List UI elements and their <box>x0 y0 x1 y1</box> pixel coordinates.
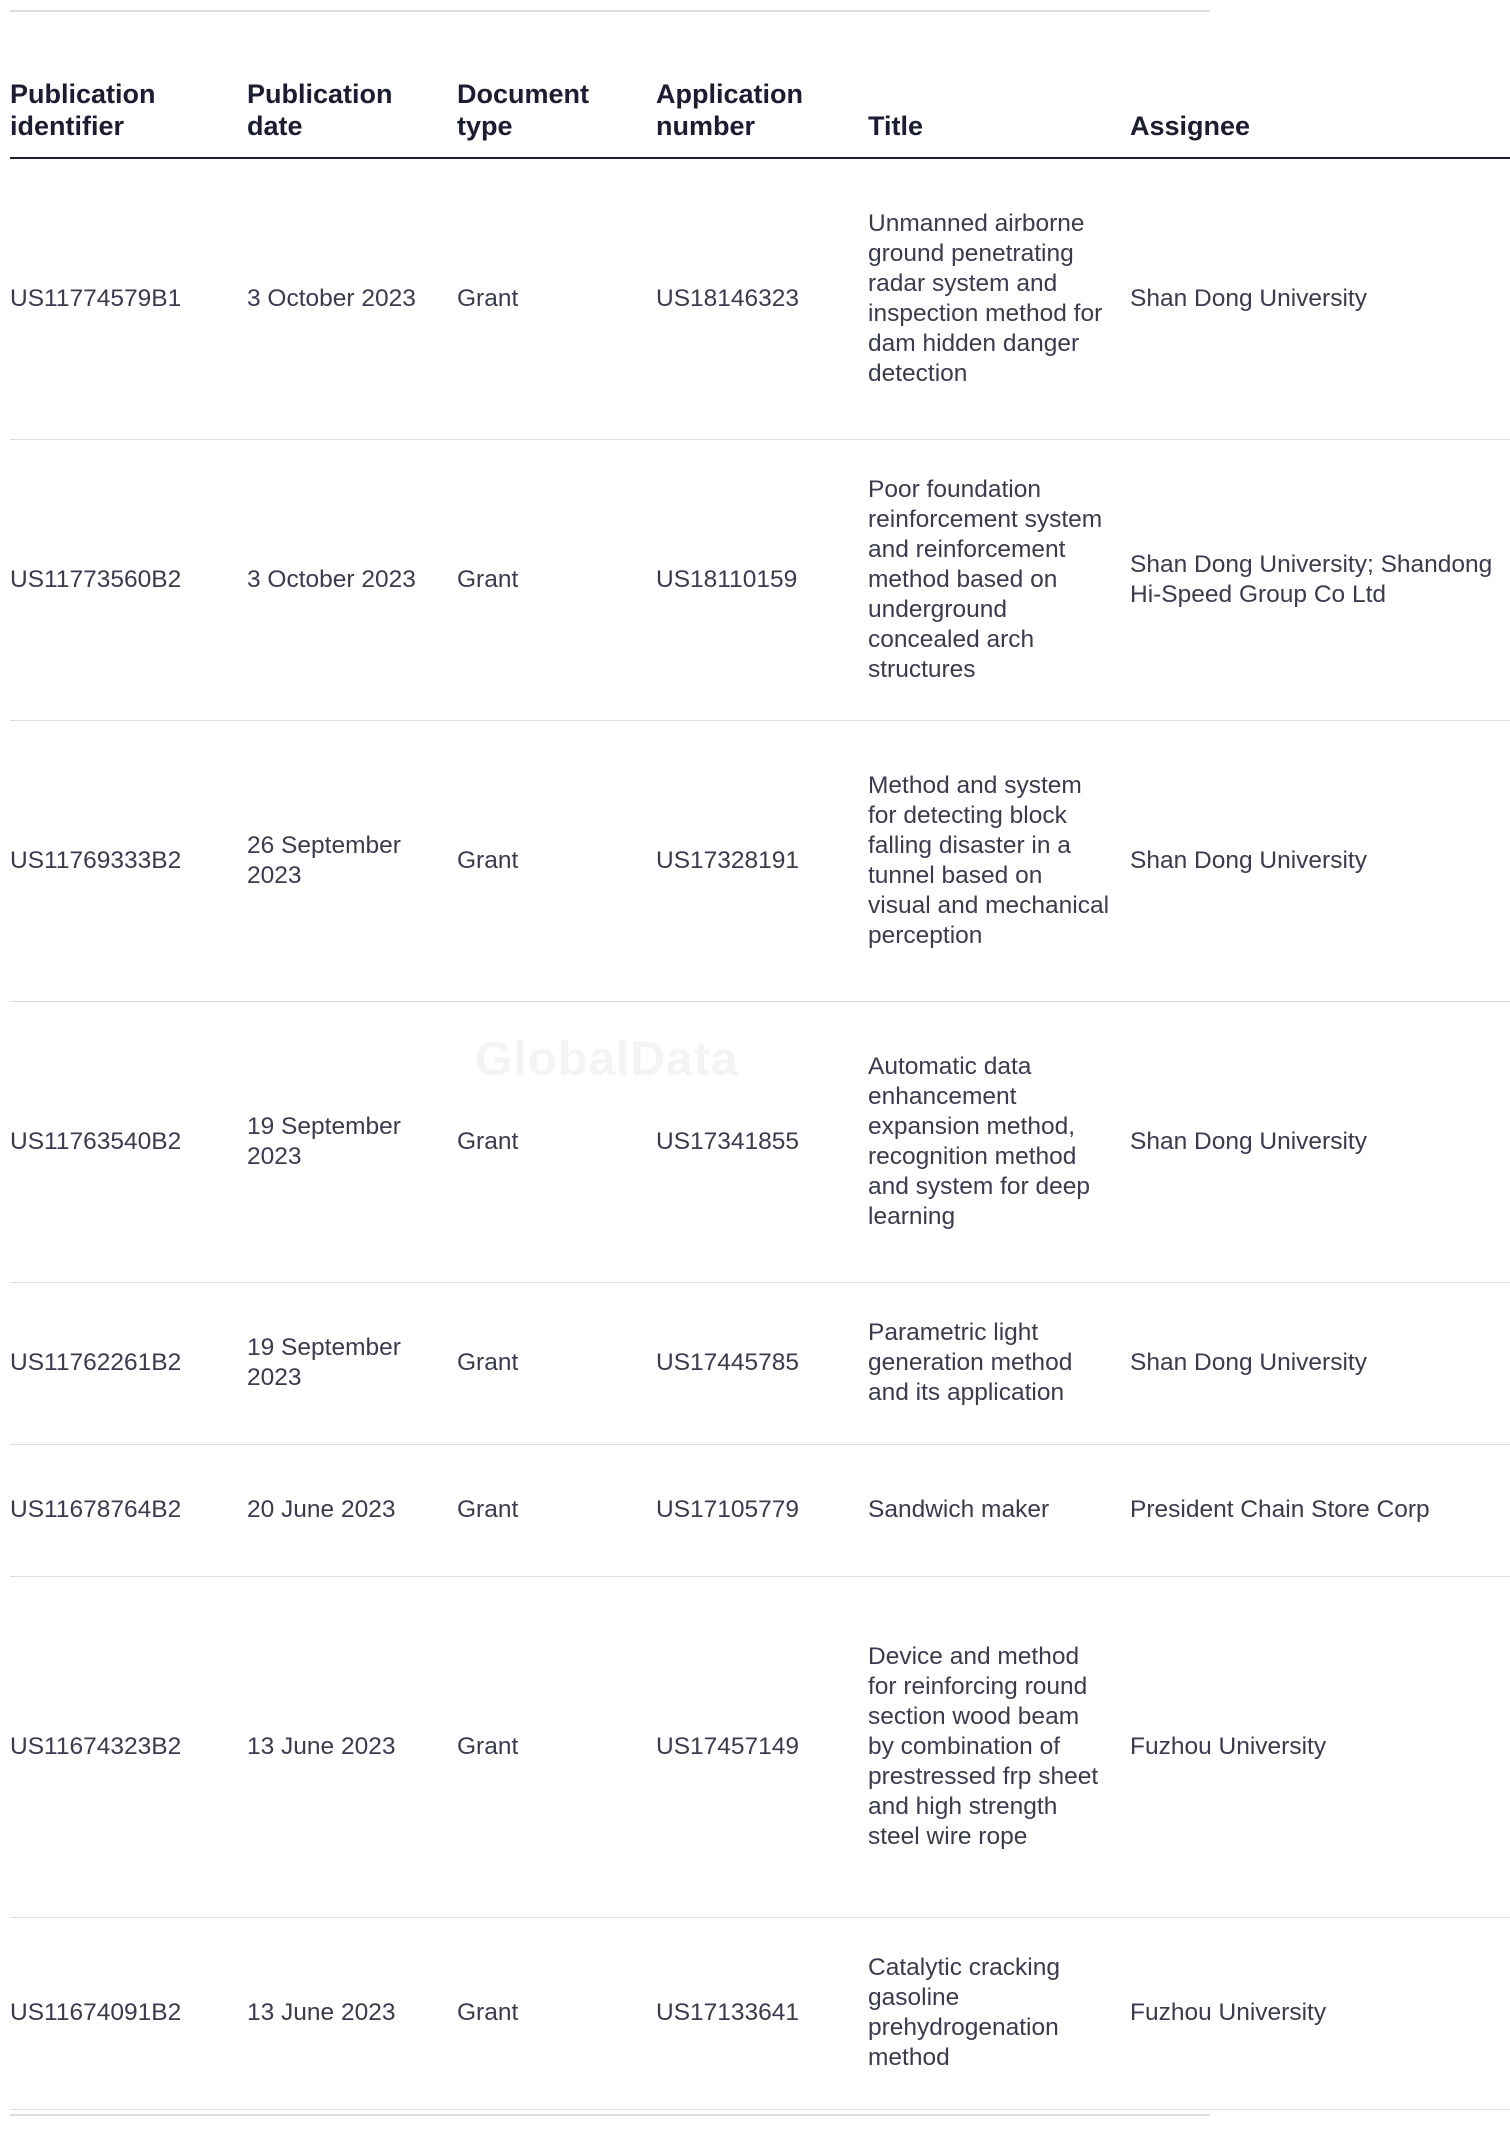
header-document-type: Document type <box>457 12 656 158</box>
cell-publication-date: 20 June 2023 <box>247 1444 457 1576</box>
cell-title: Device and method for reinforcing round section wood beam by combination of prestressed frp sheet and high strength steel wire rope <box>868 1576 1130 1917</box>
cell-document-type: Grant <box>457 1001 656 1282</box>
header-assignee: Assignee <box>1130 12 1510 158</box>
table-header <box>10 12 1510 158</box>
cell-document-type: Grant <box>457 158 656 439</box>
cell-title: Method and system for detecting block falling disaster in a tunnel based on visual and mechanical perception <box>868 720 1130 1001</box>
cell-title: Poor foundation reinforcement system and reinforcement method based on underground concealed arch structures <box>868 439 1130 720</box>
cell-publication-date: 26 September 2023 <box>247 720 457 1001</box>
table-row <box>10 439 1510 720</box>
cell-application-number: US17105779 <box>656 1444 868 1576</box>
cell-title: Catalytic cracking gasoline prehydrogenation method <box>868 1917 1130 2109</box>
globaldata-watermark: GlobalData <box>475 1033 739 1086</box>
table-row <box>10 1001 1510 1282</box>
cell-publication-date: 3 October 2023 <box>247 439 457 720</box>
cell-publication-date: 19 September 2023 <box>247 1282 457 1444</box>
cell-application-number: US17133641 <box>656 1917 868 2109</box>
header-application-number: Application number <box>656 12 868 158</box>
cell-publication-date: 13 June 2023 <box>247 1576 457 1917</box>
cell-document-type: Grant <box>457 1444 656 1576</box>
table-row <box>10 1444 1510 1576</box>
patents-table-container[interactable] <box>10 12 1493 2124</box>
cell-publication-identifier: US11674323B2 <box>10 1576 247 1917</box>
cell-publication-identifier: US11674091B2 <box>10 1917 247 2109</box>
cell-publication-date: 13 June 2023 <box>247 1917 457 2109</box>
header-title: Title <box>868 12 1130 158</box>
table-row <box>10 720 1510 1001</box>
cell-title: Sandwich maker <box>868 1444 1130 1576</box>
cell-publication-identifier: US11773560B2 <box>10 439 247 720</box>
table-header-row <box>10 12 1510 158</box>
cell-application-number: US17457149 <box>656 1576 868 1917</box>
cell-publication-identifier: US11762261B2 <box>10 1282 247 1444</box>
cell-document-type: Grant <box>457 1576 656 1917</box>
cell-assignee: Shan Dong University <box>1130 1001 1510 1282</box>
table-bottom-rule <box>10 2114 1210 2116</box>
table-row <box>10 158 1510 439</box>
table-row <box>10 1282 1510 1444</box>
cell-publication-identifier: US11678764B2 <box>10 1444 247 1576</box>
cell-document-type: Grant <box>457 720 656 1001</box>
cell-document-type: Grant <box>457 1917 656 2109</box>
cell-title: Automatic data enhancement expansion method, recognition method and system for deep learning <box>868 1001 1130 1282</box>
cell-assignee: Fuzhou University <box>1130 1576 1510 1917</box>
cell-application-number: US17445785 <box>656 1282 868 1444</box>
cell-assignee: President Chain Store Corp <box>1130 1444 1510 1576</box>
table-row <box>10 1917 1510 2109</box>
cell-title: Parametric light generation method and its application <box>868 1282 1130 1444</box>
cell-publication-date: 3 October 2023 <box>247 158 457 439</box>
cell-assignee: Shan Dong University; Shandong Hi-Speed Group Co Ltd <box>1130 439 1510 720</box>
table-row <box>10 1576 1510 1917</box>
table-body <box>10 158 1510 2109</box>
cell-application-number: US18146323 <box>656 158 868 439</box>
cell-publication-identifier: US11763540B2 <box>10 1001 247 1282</box>
cell-application-number: US17328191 <box>656 720 868 1001</box>
cell-assignee: Shan Dong University <box>1130 720 1510 1001</box>
cell-document-type: Grant <box>457 1282 656 1444</box>
cell-assignee: Fuzhou University <box>1130 1917 1510 2109</box>
cell-publication-identifier: US11774579B1 <box>10 158 247 439</box>
cell-publication-identifier: US11769333B2 <box>10 720 247 1001</box>
cell-publication-date: 19 September 2023 <box>247 1001 457 1282</box>
header-publication-identifier: Publication identifier <box>10 12 247 158</box>
cell-assignee: Shan Dong University <box>1130 1282 1510 1444</box>
patents-table <box>10 12 1510 2110</box>
cell-document-type: Grant <box>457 439 656 720</box>
cell-application-number: US17341855 <box>656 1001 868 1282</box>
header-publication-date: Publication date <box>247 12 457 158</box>
cell-application-number: US18110159 <box>656 439 868 720</box>
cell-assignee: Shan Dong University <box>1130 158 1510 439</box>
cell-title: Unmanned airborne ground penetrating radar system and inspection method for dam hidden danger detection <box>868 158 1130 439</box>
